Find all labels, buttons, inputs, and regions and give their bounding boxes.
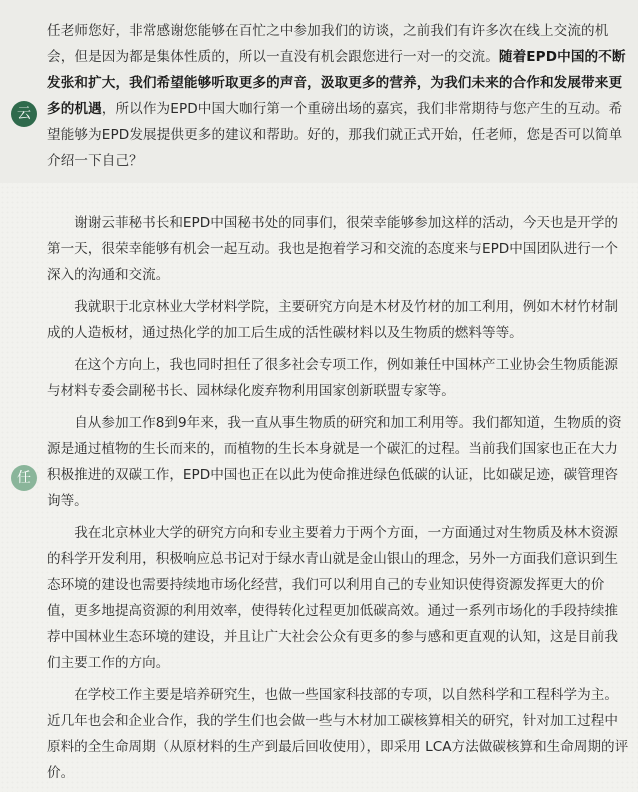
answer-paragraph: 谢谢云菲秘书长和EPD中国秘书处的同事们，很荣幸能够参加这样的活动，今天也是开学的第一天，很荣幸能够有机会一起互动。我也是抱着学习和交流的态度来与EPD中国团队进行一个深入的沟通和交流。 bbox=[47, 215, 619, 283]
answer-paragraph: 自从参加工作8到9年来，我一直从事生物质的研究和加工利用等。我们都知道，生物质的资源是通过植物的生长而来的，而植物的生长本身就是一个碳汇的过程。当前我们国家也正在大力积极推进的双碳工作，EPD中国也正在以此为使命推进绿色低碳的认证，比如碳足迹，碳管理咨询等。 bbox=[47, 415, 622, 509]
host-question-text bbox=[47, 18, 629, 174]
guest-avatar: 任 bbox=[11, 465, 37, 491]
answer-paragraph: 在这个方向上，我也同时担任了很多社会专项工作，例如兼任中国林产工业协会生物质能源与材料专委会副秘书长、园林绿化废弃物利用国家创新联盟专家等。 bbox=[47, 357, 618, 399]
host-text-segment: ，所以作为EPD中国大咖行第一个重磅出场的嘉宾，我们非常期待与您产生的互动。希望能够为EPD发展提供更多的建议和帮助。好的，那我们就正式开始，任老师，您是否可以简单介绍一下自己？ bbox=[47, 101, 623, 169]
host-text-bold-segment: 随着EPD中国的不断发张和扩大，我们希望能够听取更多的声音，汲取更多的营养，为我们未来的合作和发展带来更多的机遇 bbox=[47, 49, 626, 117]
answer-paragraph: 在学校工作主要是培养研究生，也做一些国家科技部的专项，以自然科学和工程科学为主。近几年也会和企业合作，我的学生们也会做一些与木材加工碳核算相关的研究，针对加工过程中原料的全生命周期（从原材料的生产到最后回收使用），即采用 LCA方法做碳核算和生命周期的评价。 bbox=[47, 687, 629, 781]
host-text-segment: 任老师您好，非常感谢您能够在百忙之中参加我们的访谈，之前我们有许多次在线上交流的机会，但是因为都是集体性质的，所以一直没有机会跟您进行一对一的交流。 bbox=[47, 23, 609, 65]
answer-paragraph: 我就职于北京林业大学材料学院，主要研究方向是木材及竹材的加工利用，例如木材竹材制成的人造板材，通过热化学的加工后生成的活性碳材料以及生物质的燃料等等。 bbox=[47, 299, 618, 341]
answer-paragraph: 我在北京林业大学的研究方向和专业主要着力于两个方面，一方面通过对生物质及林木资源的科学开发利用，积极响应总书记对于绿水青山就是金山银山的理念，另外一方面我们意识到生态环境的建设也需要持续地市场化经营，我们可以利用自己的专业知识使得资源发挥更大的价值，更多地提高资源的利用效率，使得转化过程更加低碳高效。通过一系列市场化的手段持续推荐中国林业生态环境的建设，并且让广大社会公众有更多的参与感和更直观的认知，这是目前我们主要工作的方向。 bbox=[47, 525, 618, 671]
host-avatar: 云 bbox=[11, 101, 37, 127]
guest-answer-text bbox=[47, 210, 629, 792]
